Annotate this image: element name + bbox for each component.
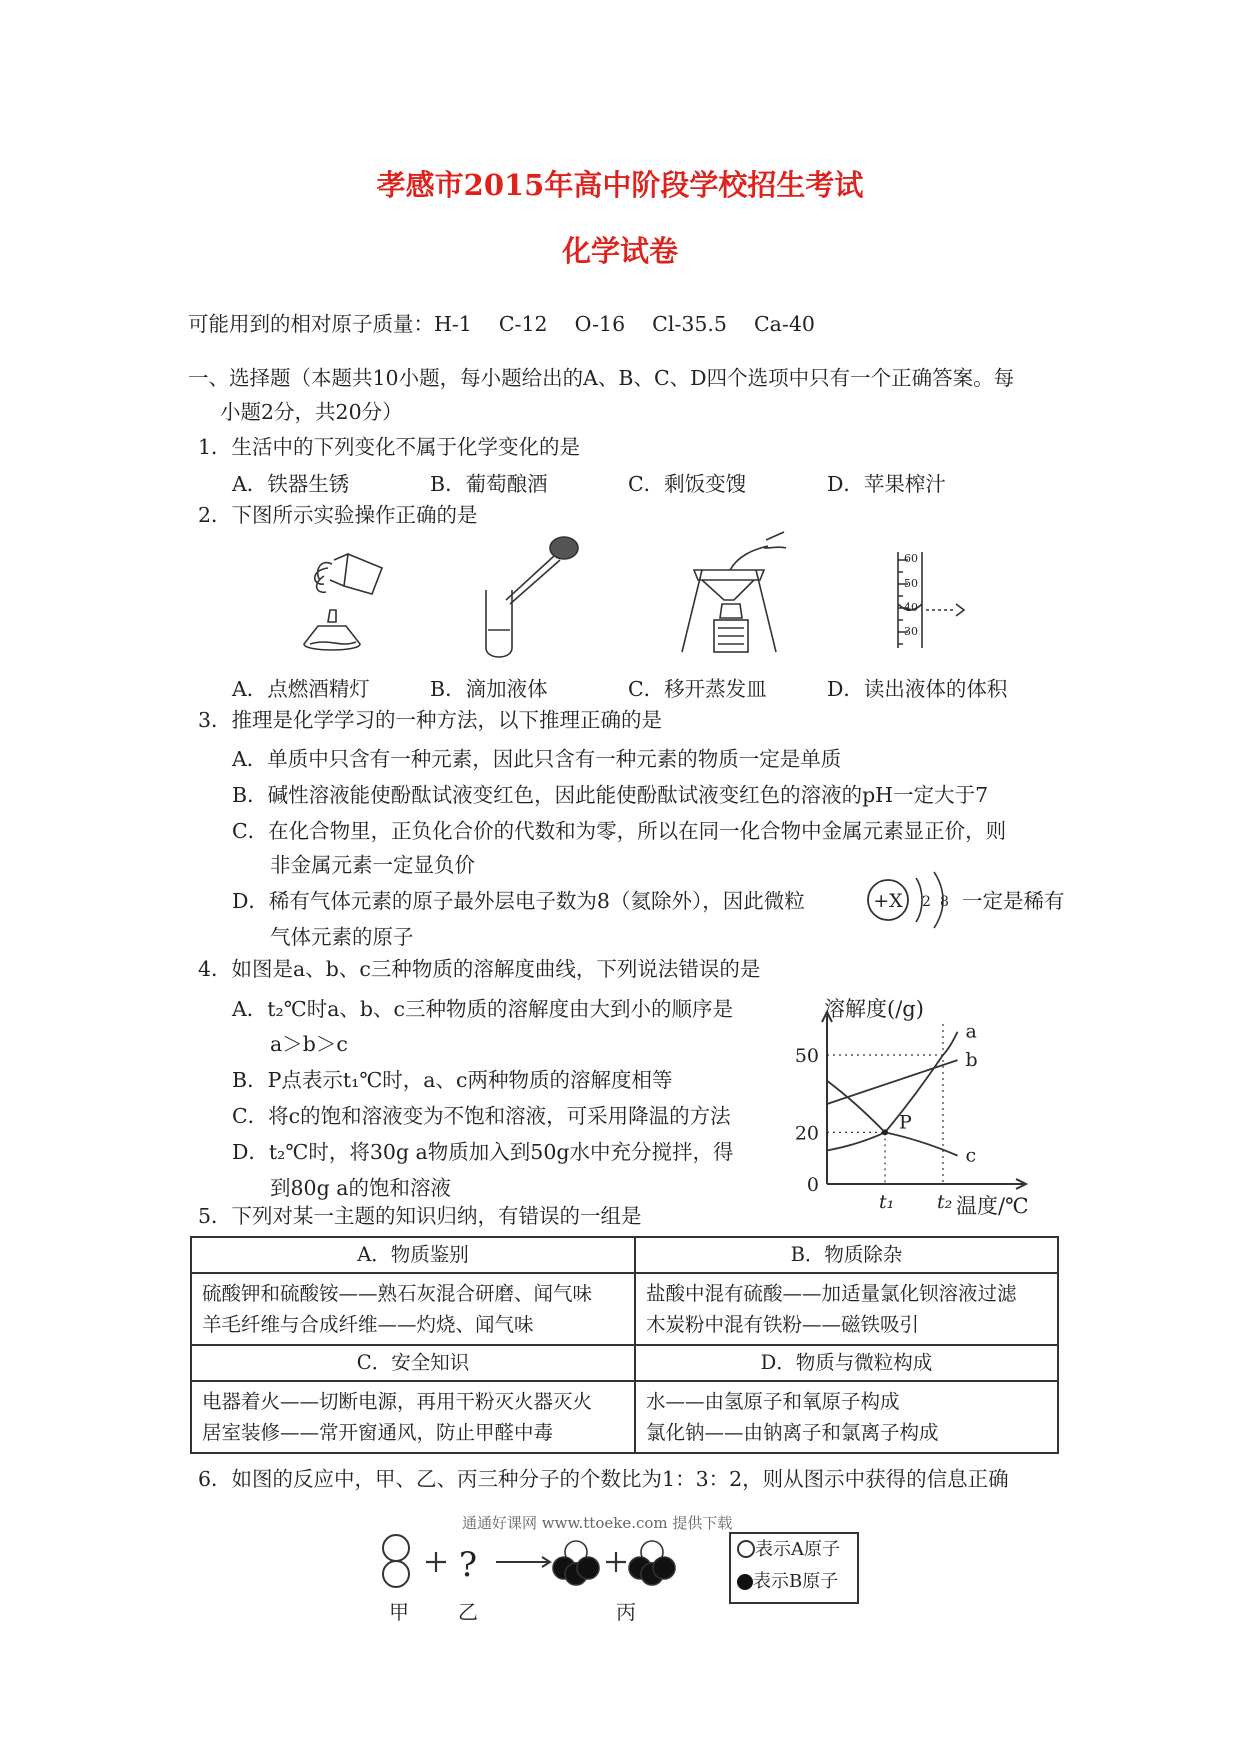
chart-y-tick-50: 50: [794, 1044, 819, 1067]
q5-option-c-header[interactable]: C．安全知识: [191, 1345, 635, 1381]
label-bing: 丙: [616, 1600, 636, 1624]
legend-b-label: 表示B原子: [753, 1571, 839, 1592]
chart-x-tick-2: t₂: [937, 1191, 953, 1213]
chart-x-tick-1: t₁: [879, 1191, 895, 1213]
graduated-cylinder-figure: [892, 550, 972, 650]
q3-option-c[interactable]: C．在化合物里，正负化合价的代数和为零，所以在同一化合物中金属元素显正价，则: [232, 819, 1007, 843]
legend-a-label: 表示A原子: [755, 1539, 840, 1560]
open-circle-icon: [737, 1540, 755, 1558]
q1-option-d[interactable]: D．苹果榨汁: [827, 472, 946, 496]
q5-a-line2: 羊毛纤维与合成纤维——灼烧、闻气味: [202, 1313, 534, 1336]
q5-option-c-content: [191, 1381, 635, 1453]
q3-option-c-cont: 非金属元素一定显负价: [270, 853, 475, 877]
chart-series-label-c: c: [965, 1144, 977, 1167]
q1-stem: 1．生活中的下列变化不属于化学变化的是: [198, 435, 581, 459]
q3-option-b[interactable]: B．碱性溶液能使酚酞试液变红色，因此能使酚酞试液变红色的溶液的pH一定大于7: [232, 783, 989, 807]
section1-intro-line1: 一、选择题（本题共10小题，每小题给出的A、B、C、D四个选项中只有一个正确答案。每: [188, 366, 1015, 390]
q3-option-d-cont: 气体元素的原子: [270, 925, 414, 949]
plus-sign-1: [426, 1552, 446, 1572]
molecule-jia-atom-a-top: [383, 1535, 409, 1561]
cylinder-tick-30: 30: [904, 625, 918, 638]
alcohol-lamp-lighting-figure: [290, 548, 390, 660]
q5-option-a-content: [191, 1273, 635, 1345]
q5-stem: 5．下列对某一主题的知识归纳，有错误的一组是: [198, 1204, 642, 1228]
q2-stem: 2．下图所示实验操作正确的是: [198, 503, 478, 527]
chart-y-axis-label: 溶解度(/g): [824, 997, 924, 1021]
q5-b-line2: 木炭粉中混有铁粉——磁铁吸引: [646, 1313, 920, 1336]
watermark: 通通好课网 www.ttoeke.com 提供下载: [462, 1514, 733, 1532]
chart-series-label-a: a: [965, 1020, 977, 1043]
q1-option-b[interactable]: B．葡萄酿酒: [430, 472, 548, 496]
particle-nucleus-label: +X: [873, 890, 903, 912]
q5-a-line1: 硫酸钾和硫酸铵——熟石灰混合研磨、闻气味: [202, 1282, 593, 1305]
cylinder-tick-60: 60: [904, 552, 918, 565]
q3-stem: 3．推理是化学学习的一种方法，以下推理正确的是: [198, 708, 663, 732]
q4-stem: 4．如图是a、b、c三种物质的溶解度曲线，下列说法错误的是: [198, 957, 761, 981]
q4-option-a[interactable]: A．t₂℃时a、b、c三种物质的溶解度由大到小的顺序是: [232, 997, 734, 1021]
page-subtitle: 化学试卷: [561, 234, 678, 268]
q2-option-d[interactable]: D．读出液体的体积: [827, 677, 1008, 701]
q2-option-b[interactable]: B．滴加液体: [430, 677, 548, 701]
q4-option-d-cont: 到80g a的饱和溶液: [270, 1176, 451, 1200]
q5-option-a-header[interactable]: A．物质鉴别: [191, 1237, 635, 1273]
molecule-bing2-atom-b3: [653, 1557, 675, 1579]
cylinder-tick-40: 40: [904, 601, 918, 614]
q4-option-d[interactable]: D．t₂℃时，将30g a物质加入到50g水中充分搅拌，得: [232, 1140, 734, 1164]
q5-c-line2: 居室装修——常开窗通风，防止甲醛中毒: [202, 1421, 554, 1444]
particle-shell1-count: 2: [922, 894, 931, 910]
particle-shell2-count: 8: [940, 894, 949, 910]
q5-d-line1: 水——由氢原子和氧原子构成: [646, 1390, 900, 1413]
atom-legend: [729, 1532, 859, 1604]
molecule-jia-atom-a-bottom: [383, 1561, 409, 1587]
chart-point-p-label: P: [899, 1111, 912, 1134]
legend-row-b: [731, 1566, 857, 1598]
chart-y-tick-20: 20: [794, 1122, 819, 1145]
q2-option-a[interactable]: A．点燃酒精灯: [232, 677, 370, 701]
q3-option-a[interactable]: A．单质中只含有一种元素，因此只含有一种元素的物质一定是单质: [232, 747, 842, 771]
molecule-bing1-atom-b3: [577, 1557, 599, 1579]
q1-option-c[interactable]: C．剩饭变馊: [628, 472, 747, 496]
label-jia: 甲: [389, 1600, 409, 1624]
chart-y-tick-0: 0: [806, 1174, 819, 1196]
chart-x-axis-label: 温度/℃: [956, 1194, 1029, 1218]
chart-curve-c: [827, 1081, 958, 1156]
atomic-masses: 可能用到的相对原子质量：H-1 C-12 O-16 Cl-35.5 Ca-40: [188, 312, 815, 336]
q4-option-a-cont: a＞b＞c: [270, 1032, 348, 1056]
q3-option-d-tail: 一定是稀有: [962, 889, 1065, 913]
plus-sign-2: [606, 1552, 626, 1572]
q4-option-b[interactable]: B．P点表示t₁℃时，a、c两种物质的溶解度相等: [232, 1068, 673, 1092]
q1-option-a[interactable]: A．铁器生锈: [232, 472, 350, 496]
q3-option-d[interactable]: D．稀有气体元素的原子最外层电子数为8（氦除外），因此微粒: [232, 889, 805, 913]
q5-option-d-header[interactable]: D．物质与微粒构成: [635, 1345, 1058, 1381]
particle-structure-diagram: [864, 870, 962, 930]
section1-intro-line2: 小题2分，共20分）: [220, 400, 403, 424]
solubility-curve-chart: [780, 988, 1042, 1218]
page-title: 孝感市2015年高中阶段学校招生考试: [376, 168, 864, 202]
q5-d-line2: 氯化钠——由钠离子和氯离子构成: [646, 1421, 939, 1444]
chart-point-p: [882, 1129, 888, 1135]
q5-option-b-header[interactable]: B．物质除杂: [635, 1237, 1058, 1273]
chart-series-label-b: b: [965, 1049, 978, 1072]
evaporating-dish-figure: [672, 526, 792, 656]
dropper-adding-liquid-figure: [478, 530, 588, 658]
q6-stem: 6．如图的反应中，甲、乙、丙三种分子的个数比为1：3：2，则从图示中获得的信息正确: [198, 1467, 1009, 1491]
q2-option-c[interactable]: C．移开蒸发皿: [628, 677, 767, 701]
molecule-yi-unknown: ?: [458, 1545, 478, 1585]
cylinder-tick-50: 50: [904, 577, 918, 590]
q5-option-d-content: [635, 1381, 1058, 1453]
filled-circle-icon: [737, 1574, 753, 1590]
legend-row-a: [731, 1534, 857, 1566]
q5-option-b-content: [635, 1273, 1058, 1345]
q5-knowledge-table: [190, 1236, 1059, 1454]
q5-b-line1: 盐酸中混有硫酸——加适量氯化钡溶液过滤: [646, 1282, 1017, 1305]
q5-c-line1: 电器着火——切断电源，再用干粉灭火器灭火: [202, 1390, 593, 1413]
reaction-diagram: [380, 1520, 710, 1612]
label-yi: 乙: [458, 1600, 478, 1624]
q4-option-c[interactable]: C．将c的饱和溶液变为不饱和溶液，可采用降温的方法: [232, 1104, 731, 1128]
